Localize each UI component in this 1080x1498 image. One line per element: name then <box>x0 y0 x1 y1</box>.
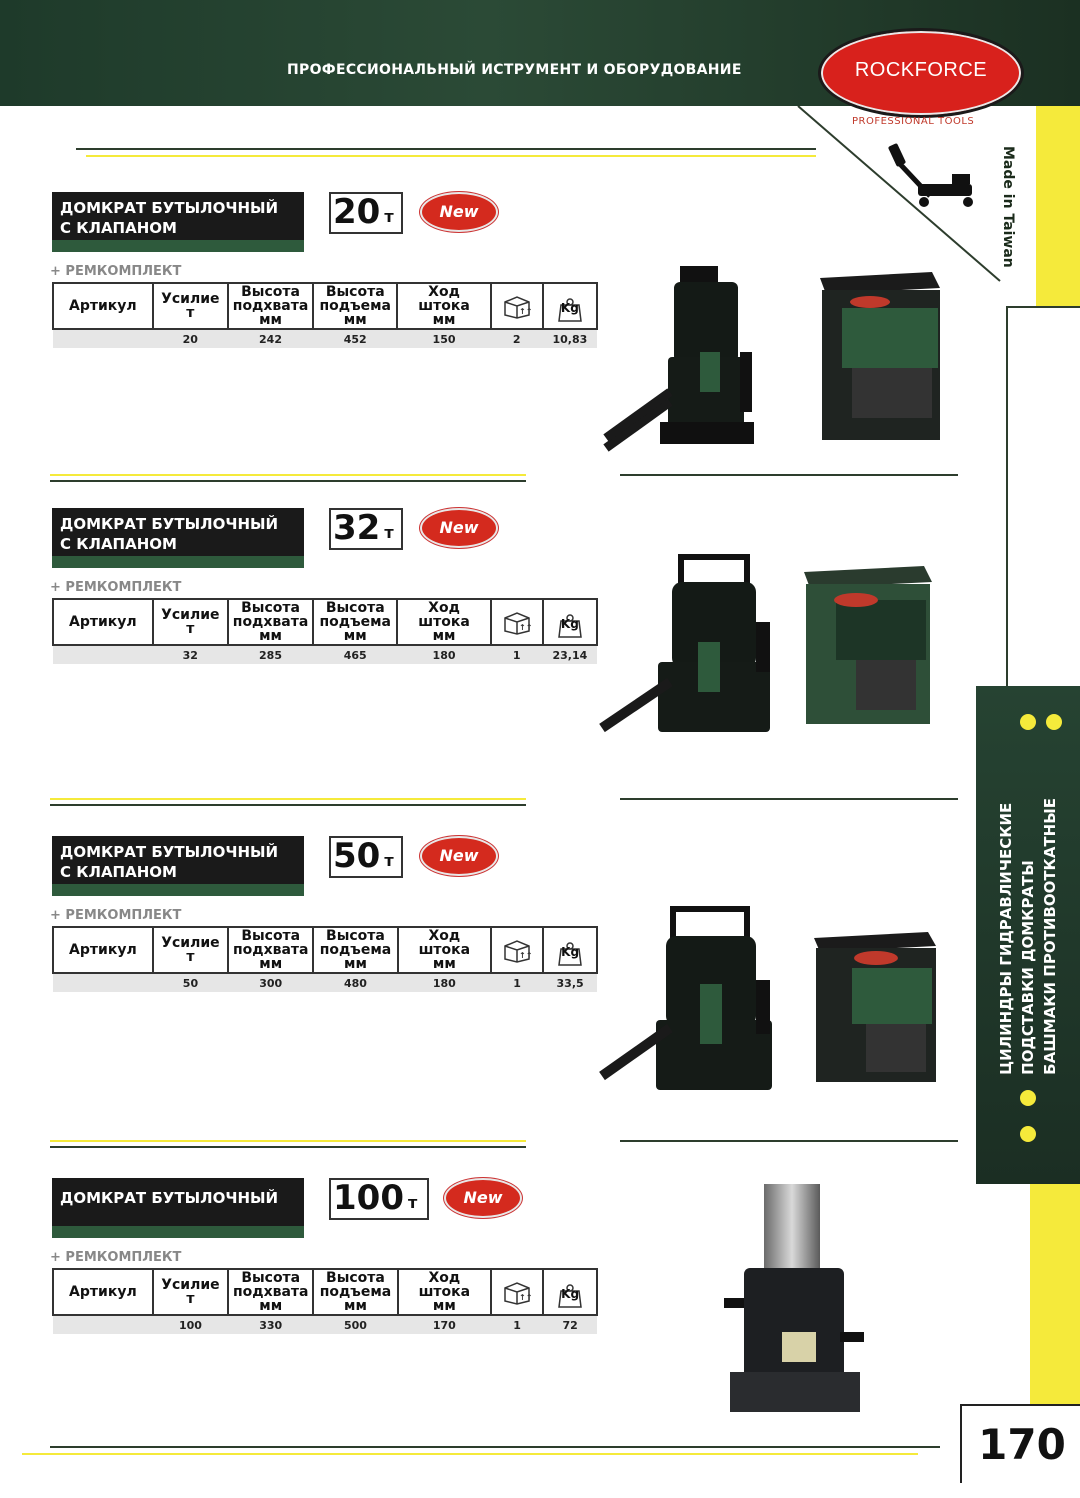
spec-table <box>52 1268 598 1334</box>
svg-text:↑↑: ↑↑ <box>519 951 533 960</box>
category-line: ПОДСТАВКИ ДОМКРАТЫ <box>1019 859 1037 1075</box>
product-box-image <box>796 560 936 730</box>
divider <box>50 1146 526 1148</box>
cell-lift: 480 <box>313 973 397 992</box>
col-article: Артикул <box>53 599 153 645</box>
capacity-value: 20 <box>333 192 381 232</box>
col-pickup-height: Высота подхвата мм <box>228 599 313 645</box>
col-lift-height: Высота подъема мм <box>313 927 397 973</box>
product-title-line: ДОМКРАТ БУТЫЛОЧНЫЙ <box>60 1189 279 1207</box>
kg-label: Kg <box>560 301 579 315</box>
side-dot <box>1020 1090 1036 1106</box>
cell-article <box>53 645 153 664</box>
product-title-line: С КЛАПАНОМ <box>60 219 177 237</box>
cell-qty: 1 <box>491 645 543 664</box>
spec-table <box>52 598 598 664</box>
capacity-unit: т <box>384 207 394 226</box>
new-badge: New <box>420 192 498 232</box>
table-header-row <box>53 1269 597 1315</box>
col-qty <box>491 927 543 973</box>
box-icon <box>502 293 532 319</box>
cell-weight: 33,5 <box>543 973 597 992</box>
col-weight <box>543 927 597 973</box>
logo-text: ROCKFORCE <box>854 59 988 81</box>
col-qty <box>491 599 543 645</box>
side-dot <box>1020 1126 1036 1142</box>
svg-text:↑↑: ↑↑ <box>519 1293 533 1302</box>
cell-lift: 500 <box>313 1315 397 1334</box>
col-stroke: Ход штока мм <box>397 283 490 329</box>
cell-article <box>53 973 153 992</box>
col-pickup-height: Высота подхвата мм <box>228 1269 313 1315</box>
col-force: Усилие т <box>153 1269 228 1315</box>
col-pickup-height: Высота подхвата мм <box>228 927 313 973</box>
product-title <box>52 508 304 568</box>
divider <box>50 804 526 806</box>
col-weight <box>543 599 597 645</box>
cell-stroke: 180 <box>397 645 490 664</box>
divider-yellow <box>50 798 526 800</box>
repair-kit-label: + РЕМКОМПЛЕКТ <box>50 264 182 279</box>
cell-article <box>53 329 153 348</box>
bottle-jack-image <box>722 1182 872 1418</box>
made-in-label: Made in Taiwan <box>1000 146 1016 268</box>
product-title <box>52 192 304 252</box>
cell-qty: 2 <box>491 329 543 348</box>
right-border-line-top <box>1006 306 1080 308</box>
cell-pickup: 285 <box>228 645 313 664</box>
divider <box>620 474 958 476</box>
cell-force: 50 <box>153 973 228 992</box>
right-border-line <box>1006 306 1008 686</box>
page-number: 170 <box>960 1404 1080 1483</box>
col-force: Усилие т <box>153 283 228 329</box>
svg-text:↑↑: ↑↑ <box>518 307 532 316</box>
col-article: Артикул <box>53 1269 153 1315</box>
divider <box>620 1140 958 1142</box>
cell-weight: 72 <box>543 1315 597 1334</box>
cell-stroke: 180 <box>398 973 491 992</box>
col-article: Артикул <box>53 927 153 973</box>
kg-label: Kg <box>561 1287 580 1301</box>
cell-pickup: 300 <box>228 973 313 992</box>
capacity-unit: т <box>407 1193 418 1212</box>
divider <box>50 480 526 482</box>
side-dot <box>1020 714 1036 730</box>
table-row <box>53 645 597 664</box>
col-stroke: Ход штока мм <box>397 599 490 645</box>
svg-text:↑↑: ↑↑ <box>518 623 532 632</box>
rockforce-logo <box>818 28 1024 118</box>
cell-force: 32 <box>153 645 228 664</box>
yellow-strip-top <box>1036 106 1080 306</box>
capacity-box <box>329 192 403 234</box>
table-row <box>53 329 597 348</box>
divider-yellow <box>50 1140 526 1142</box>
category-line: БАШМАКИ ПРОТИВООТКАТНЫЕ <box>1041 797 1059 1075</box>
capacity-box <box>329 1178 429 1220</box>
col-weight <box>543 283 597 329</box>
col-weight <box>543 1269 597 1315</box>
cell-lift: 465 <box>313 645 397 664</box>
table-header-row <box>53 283 597 329</box>
box-icon <box>502 1279 532 1305</box>
box-icon <box>502 937 532 963</box>
side-dot <box>1046 714 1062 730</box>
cell-force: 20 <box>153 329 228 348</box>
category-line: ЦИЛИНДРЫ ГИДРАВЛИЧЕСКИЕ <box>997 802 1015 1075</box>
table-header-row <box>53 927 597 973</box>
kg-label: Kg <box>561 945 580 959</box>
divider <box>620 798 958 800</box>
bottle-jack-image <box>600 262 770 457</box>
repair-kit-label: + РЕМКОМПЛЕКТ <box>50 1250 182 1265</box>
capacity-value: 100 <box>333 1178 404 1218</box>
table-header-row <box>53 599 597 645</box>
product-title <box>52 836 304 896</box>
spec-table <box>52 926 598 992</box>
divider <box>76 148 816 150</box>
bottle-jack-image <box>596 552 786 742</box>
table-row <box>53 1315 597 1334</box>
category-side-panel <box>976 686 1080 1184</box>
col-force: Усилие т <box>153 927 228 973</box>
category-list <box>976 766 1080 1106</box>
cell-qty: 1 <box>491 973 543 992</box>
cell-qty: 1 <box>491 1315 543 1334</box>
product-title-line: С КЛАПАНОМ <box>60 863 177 881</box>
col-force: Усилие т <box>153 599 228 645</box>
product-title-line: ДОМКРАТ БУТЫЛОЧНЫЙ <box>60 199 279 217</box>
spec-table <box>52 282 598 348</box>
cell-article <box>53 1315 153 1334</box>
capacity-unit: т <box>384 851 394 870</box>
logo-subtitle: PROFESSIONAL TOOLS <box>852 116 975 127</box>
cell-stroke: 170 <box>398 1315 491 1334</box>
cell-pickup: 330 <box>228 1315 313 1334</box>
col-lift-height: Высота подъема мм <box>313 283 397 329</box>
cell-stroke: 150 <box>397 329 490 348</box>
capacity-box <box>329 836 403 878</box>
new-badge: New <box>420 836 498 876</box>
new-badge: New <box>420 508 498 548</box>
capacity-unit: т <box>384 523 394 542</box>
divider <box>50 1446 940 1448</box>
product-title-line: ДОМКРАТ БУТЫЛОЧНЫЙ <box>60 843 279 861</box>
col-qty <box>491 283 543 329</box>
kg-label: Kg <box>560 617 579 631</box>
product-title-line: ДОМКРАТ БУТЫЛОЧНЫЙ <box>60 515 279 533</box>
col-qty <box>491 1269 543 1315</box>
product-title <box>52 1178 304 1238</box>
capacity-value: 32 <box>333 508 381 548</box>
product-title-line: С КЛАПАНОМ <box>60 535 177 553</box>
col-lift-height: Высота подъема мм <box>313 1269 397 1315</box>
col-stroke: Ход штока мм <box>398 927 491 973</box>
new-badge: New <box>444 1178 522 1218</box>
product-box-image <box>806 928 941 1088</box>
product-box-image <box>812 268 947 448</box>
divider-yellow <box>86 155 816 157</box>
cell-pickup: 242 <box>228 329 313 348</box>
col-lift-height: Высота подъема мм <box>313 599 397 645</box>
divider-yellow <box>22 1453 918 1455</box>
divider-yellow <box>50 474 526 476</box>
cell-weight: 10,83 <box>543 329 597 348</box>
header-title: ПРОФЕССИОНАЛЬНЫЙ ИСТРУМЕНТ И ОБОРУДОВАНИЕ <box>287 62 742 78</box>
col-pickup-height: Высота подхвата мм <box>228 283 313 329</box>
repair-kit-label: + РЕМКОМПЛЕКТ <box>50 908 182 923</box>
col-article: Артикул <box>53 283 153 329</box>
bottle-jack-image <box>596 904 786 1094</box>
cell-weight: 23,14 <box>543 645 597 664</box>
table-row <box>53 973 597 992</box>
capacity-box <box>329 508 403 550</box>
box-icon <box>502 609 532 635</box>
yellow-strip-bottom <box>1030 1184 1080 1404</box>
repair-kit-label: + РЕМКОМПЛЕКТ <box>50 580 182 595</box>
cell-lift: 452 <box>313 329 397 348</box>
col-stroke: Ход штока мм <box>398 1269 491 1315</box>
cell-force: 100 <box>153 1315 228 1334</box>
capacity-value: 50 <box>333 836 381 876</box>
